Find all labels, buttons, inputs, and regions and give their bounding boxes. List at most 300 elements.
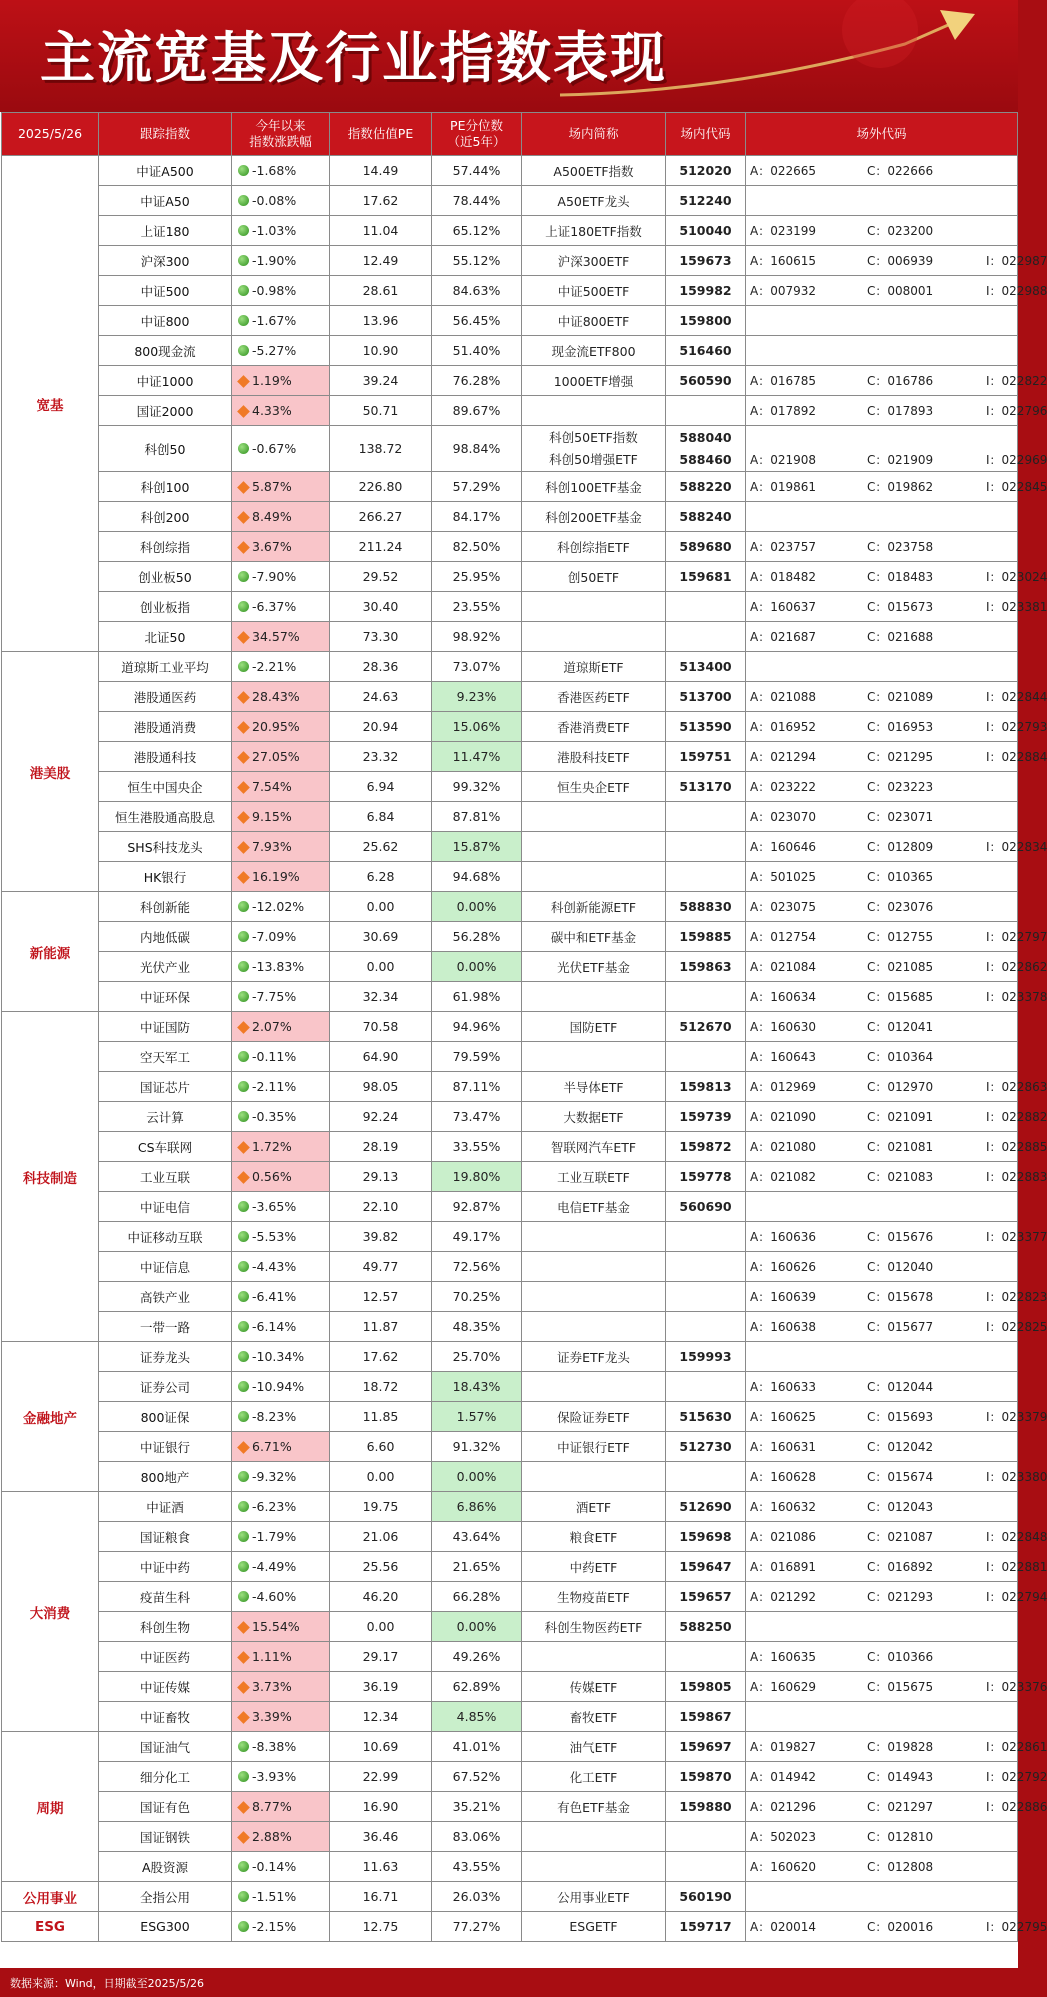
- otc-code-a: A：020014: [750, 1920, 817, 1934]
- up-diamond-icon: [237, 1141, 250, 1154]
- up-diamond-icon: [237, 1831, 250, 1844]
- ytd-return: -0.14%: [252, 1859, 297, 1874]
- group-label: 港美股: [2, 652, 99, 892]
- index-name: 科创50: [99, 426, 232, 472]
- otc-code-cell: [746, 502, 1018, 532]
- down-dot-icon: [238, 1081, 249, 1092]
- otc-code-c: C：018483: [867, 570, 934, 584]
- pe-percentile: 0.00%: [432, 1462, 522, 1492]
- table-body: [2, 156, 1047, 1942]
- otc-code-cell: [746, 1822, 1018, 1852]
- ytd-return: -0.08%: [252, 193, 297, 208]
- pe-percentile: 82.50%: [432, 532, 522, 562]
- pe-value: 14.49: [330, 156, 432, 186]
- etf-code: 159805: [666, 1672, 746, 1702]
- otc-code-cell: [746, 922, 1047, 952]
- pe-percentile: 76.28%: [432, 366, 522, 396]
- table-row: [2, 652, 1018, 682]
- etf-name: 光伏ETF基金: [522, 952, 666, 982]
- etf-code: 159867: [666, 1702, 746, 1732]
- down-dot-icon: [238, 961, 249, 972]
- otc-code-a: A：021292: [750, 1590, 817, 1604]
- etf-code: [666, 1042, 746, 1072]
- down-dot-icon: [238, 1261, 249, 1272]
- otc-code-c: C：021909: [867, 453, 934, 467]
- otc-code-cell: [746, 1642, 1018, 1672]
- index-name: SHS科技龙头: [99, 832, 232, 862]
- ytd-return-cell: [232, 892, 330, 922]
- table-row: [2, 1672, 1018, 1702]
- table-row: [2, 1042, 1018, 1072]
- group-label: 周期: [2, 1732, 99, 1882]
- ytd-return: 2.07%: [252, 1019, 292, 1034]
- otc-code-cell: [746, 1462, 1047, 1492]
- pe-percentile: 9.23%: [432, 682, 522, 712]
- etf-code: [666, 592, 746, 622]
- ytd-return-cell: [232, 832, 330, 862]
- etf-code: 159739: [666, 1102, 746, 1132]
- ytd-return-cell: [232, 1042, 330, 1072]
- pe-value: 23.32: [330, 742, 432, 772]
- etf-code-2: 588460: [679, 451, 732, 467]
- ytd-return-cell: [232, 216, 330, 246]
- ytd-return: 4.33%: [252, 403, 292, 418]
- pe-percentile: 72.56%: [432, 1252, 522, 1282]
- etf-name-2: 科创50增强ETF: [549, 451, 638, 467]
- etf-name: 道琼斯ETF: [522, 652, 666, 682]
- otc-code-c: C：012044: [867, 1380, 934, 1394]
- otc-code-cell: [746, 186, 1018, 216]
- otc-code-cell: [746, 982, 1047, 1012]
- otc-code-cell: [746, 1312, 1047, 1342]
- ytd-return-cell: [232, 652, 330, 682]
- pe-percentile: 62.89%: [432, 1672, 522, 1702]
- table-row: [2, 366, 1018, 396]
- ytd-return: -7.75%: [252, 989, 297, 1004]
- otc-code-a: A：014942: [750, 1770, 817, 1784]
- etf-name: [522, 396, 666, 426]
- table-row: [2, 1342, 1018, 1372]
- ytd-return-cell: [232, 742, 330, 772]
- down-dot-icon: [238, 165, 249, 176]
- ytd-return-cell: [232, 1732, 330, 1762]
- otc-code-c: C：006939: [867, 254, 934, 268]
- etf-name: 香港医药ETF: [522, 682, 666, 712]
- pe-percentile: 94.68%: [432, 862, 522, 892]
- table-row: [2, 1612, 1018, 1642]
- ytd-return-cell: [232, 532, 330, 562]
- ytd-return-cell: [232, 1342, 330, 1372]
- ytd-return: -7.09%: [252, 929, 297, 944]
- etf-name: 证券ETF龙头: [522, 1342, 666, 1372]
- table-row: [2, 1252, 1018, 1282]
- ytd-return-cell: [232, 502, 330, 532]
- ytd-return-cell: [232, 396, 330, 426]
- group-label: 金融地产: [2, 1342, 99, 1492]
- otc-code-cell: [746, 682, 1047, 712]
- index-name: 空天军工: [99, 1042, 232, 1072]
- pe-percentile: 84.17%: [432, 502, 522, 532]
- otc-code-cell: [746, 472, 1047, 502]
- etf-name: 半导体ETF: [522, 1072, 666, 1102]
- otc-code-i: I：022794: [986, 1590, 1047, 1604]
- ytd-return-cell: [232, 1312, 330, 1342]
- table-row: [2, 1822, 1018, 1852]
- otc-code-a: A：021080: [750, 1140, 817, 1154]
- etf-name: 粮食ETF: [522, 1522, 666, 1552]
- ytd-return: -4.60%: [252, 1589, 297, 1604]
- pe-value: 25.56: [330, 1552, 432, 1582]
- etf-code: [666, 622, 746, 652]
- otc-code-a: A：021088: [750, 690, 817, 704]
- pe-value: 39.82: [330, 1222, 432, 1252]
- otc-code-i: I：023378: [986, 990, 1047, 1004]
- pe-value: 39.24: [330, 366, 432, 396]
- ytd-return: 15.54%: [252, 1619, 300, 1634]
- pe-value: 138.72: [330, 426, 432, 472]
- down-dot-icon: [238, 1501, 249, 1512]
- etf-name: 现金流ETF800: [522, 336, 666, 366]
- index-name: 国证油气: [99, 1732, 232, 1762]
- otc-code-c: C：016953: [867, 720, 934, 734]
- pe-value: 29.52: [330, 562, 432, 592]
- index-name: 内地低碳: [99, 922, 232, 952]
- ytd-return-cell: [232, 862, 330, 892]
- table-row: [2, 562, 1018, 592]
- pe-percentile: 23.55%: [432, 592, 522, 622]
- otc-code-a: A：023075: [750, 900, 817, 914]
- down-dot-icon: [238, 1921, 249, 1932]
- otc-code-c: C：020016: [867, 1920, 934, 1934]
- etf-name: 创50ETF: [522, 562, 666, 592]
- ytd-return-cell: [232, 1552, 330, 1582]
- etf-code: 159863: [666, 952, 746, 982]
- ytd-return: -6.14%: [252, 1319, 297, 1334]
- otc-code-cell: [746, 622, 1018, 652]
- ytd-return-cell: [232, 592, 330, 622]
- otc-code-c: C：012043: [867, 1500, 934, 1514]
- otc-code-i: I：022796: [986, 404, 1047, 418]
- pe-percentile: 65.12%: [432, 216, 522, 246]
- ytd-return-cell: [232, 922, 330, 952]
- index-name: 北证50: [99, 622, 232, 652]
- table-row: [2, 1552, 1018, 1582]
- otc-code-cell: [746, 1492, 1018, 1522]
- etf-name: [522, 1282, 666, 1312]
- ytd-return: -13.83%: [252, 959, 305, 974]
- otc-code-i: I：023376: [986, 1680, 1047, 1694]
- header-pe-percentile: PE分位数 （近5年）: [432, 113, 522, 156]
- otc-code-cell: [746, 1192, 1018, 1222]
- ytd-return-cell: [232, 1372, 330, 1402]
- down-dot-icon: [238, 901, 249, 912]
- etf-name: 油气ETF: [522, 1732, 666, 1762]
- etf-name: [522, 1822, 666, 1852]
- ytd-return-cell: [232, 1132, 330, 1162]
- pe-percentile: 92.87%: [432, 1192, 522, 1222]
- table-row: [2, 892, 1018, 922]
- index-name: 中证银行: [99, 1432, 232, 1462]
- ytd-return: -2.15%: [252, 1919, 297, 1934]
- pe-value: 29.17: [330, 1642, 432, 1672]
- otc-code-i: I：022797: [986, 930, 1047, 944]
- up-diamond-icon: [237, 721, 250, 734]
- pe-value: 226.80: [330, 472, 432, 502]
- ytd-return: 5.87%: [252, 479, 292, 494]
- table-row: [2, 1312, 1018, 1342]
- ytd-return: -9.32%: [252, 1469, 297, 1484]
- otc-code-cell: [746, 1132, 1047, 1162]
- etf-code: 513170: [666, 772, 746, 802]
- otc-code-i: I：022845: [986, 480, 1047, 494]
- otc-code-cell: [746, 1072, 1047, 1102]
- pe-percentile: 21.65%: [432, 1552, 522, 1582]
- ytd-return: -0.35%: [252, 1109, 297, 1124]
- etf-name: 中药ETF: [522, 1552, 666, 1582]
- down-dot-icon: [238, 255, 249, 266]
- index-name: 中证酒: [99, 1492, 232, 1522]
- otc-code-c: C：015678: [867, 1290, 934, 1304]
- otc-code-c: C：021089: [867, 690, 934, 704]
- pe-value: 30.69: [330, 922, 432, 952]
- table-row: [2, 246, 1018, 276]
- otc-code-i: I：022882: [986, 1110, 1047, 1124]
- etf-code: 513400: [666, 652, 746, 682]
- up-diamond-icon: [237, 1711, 250, 1724]
- otc-code-cell: [746, 562, 1047, 592]
- up-diamond-icon: [237, 1171, 250, 1184]
- etf-name: 科创200ETF基金: [522, 502, 666, 532]
- table-row: [2, 1372, 1018, 1402]
- otc-code-c: C：021087: [867, 1530, 934, 1544]
- otc-code-i: I：022793: [986, 720, 1047, 734]
- otc-code-c: C：010366: [867, 1650, 934, 1664]
- pe-percentile: 19.80%: [432, 1162, 522, 1192]
- ytd-return-cell: [232, 1192, 330, 1222]
- otc-code-cell: [746, 532, 1018, 562]
- table-row: [2, 982, 1018, 1012]
- index-name: 800现金流: [99, 336, 232, 366]
- group-label: 公用事业: [2, 1882, 99, 1912]
- index-name: 中证1000: [99, 366, 232, 396]
- etf-code: 159885: [666, 922, 746, 952]
- ytd-return: -1.03%: [252, 223, 297, 238]
- etf-name: 智联网汽车ETF: [522, 1132, 666, 1162]
- otc-code-c: C：019862: [867, 480, 934, 494]
- ytd-return-cell: [232, 772, 330, 802]
- etf-code: 516460: [666, 336, 746, 366]
- down-dot-icon: [238, 601, 249, 612]
- pe-value: 28.61: [330, 276, 432, 306]
- index-name: 科创200: [99, 502, 232, 532]
- etf-name: 上证180ETF指数: [522, 216, 666, 246]
- otc-code-cell: [746, 1852, 1018, 1882]
- otc-code-c: C：012810: [867, 1830, 934, 1844]
- table-row: [2, 1852, 1018, 1882]
- otc-code-a: A：012754: [750, 930, 817, 944]
- otc-code-cell: [746, 1522, 1047, 1552]
- ytd-return: 8.49%: [252, 509, 292, 524]
- otc-code-i: I：022881: [986, 1560, 1047, 1574]
- etf-name-cell: [522, 426, 666, 472]
- etf-code: 510040: [666, 216, 746, 246]
- index-name: 中证畜牧: [99, 1702, 232, 1732]
- index-name: 一带一路: [99, 1312, 232, 1342]
- otc-code-a: A：160646: [750, 840, 817, 854]
- down-dot-icon: [238, 1351, 249, 1362]
- etf-code: 513590: [666, 712, 746, 742]
- otc-code-cell: [746, 336, 1018, 366]
- otc-code-a: A：021294: [750, 750, 817, 764]
- pe-percentile: 55.12%: [432, 246, 522, 276]
- header-otc-code: 场外代码: [746, 113, 1018, 156]
- etf-name: 1000ETF增强: [522, 366, 666, 396]
- pe-value: 70.58: [330, 1012, 432, 1042]
- pe-value: 28.19: [330, 1132, 432, 1162]
- index-name: 证券公司: [99, 1372, 232, 1402]
- ytd-return: 9.15%: [252, 809, 292, 824]
- otc-code-i: I：022861: [986, 1740, 1047, 1754]
- etf-code: 515630: [666, 1402, 746, 1432]
- pe-value: 25.62: [330, 832, 432, 862]
- index-name: 港股通科技: [99, 742, 232, 772]
- up-diamond-icon: [237, 1621, 250, 1634]
- index-name: 中证A500: [99, 156, 232, 186]
- pe-value: 46.20: [330, 1582, 432, 1612]
- ytd-return: -4.49%: [252, 1559, 297, 1574]
- otc-code-cell: [746, 712, 1047, 742]
- etf-code: 159698: [666, 1522, 746, 1552]
- ytd-return-cell: [232, 1912, 330, 1942]
- ytd-return-cell: [232, 982, 330, 1012]
- otc-code-a: A：021082: [750, 1170, 817, 1184]
- otc-code-i: I：022883: [986, 1170, 1047, 1184]
- ytd-return-cell: [232, 1462, 330, 1492]
- ytd-return-cell: [232, 952, 330, 982]
- ytd-return: -6.23%: [252, 1499, 297, 1514]
- etf-name: 科创综指ETF: [522, 532, 666, 562]
- up-diamond-icon: [237, 751, 250, 764]
- otc-code-c: C：015693: [867, 1410, 934, 1424]
- up-diamond-icon: [237, 1801, 250, 1814]
- ytd-return: -6.37%: [252, 599, 297, 614]
- etf-code: [666, 396, 746, 426]
- index-name: ESG300: [99, 1912, 232, 1942]
- etf-name: [522, 622, 666, 652]
- ytd-return-cell: [232, 1252, 330, 1282]
- etf-name: [522, 982, 666, 1012]
- pe-percentile: 6.86%: [432, 1492, 522, 1522]
- otc-code-cell: [746, 862, 1018, 892]
- table-row: [2, 682, 1018, 712]
- index-name: 科创新能: [99, 892, 232, 922]
- etf-code: [666, 1822, 746, 1852]
- pe-percentile: 33.55%: [432, 1132, 522, 1162]
- otc-code-c: C：021081: [867, 1140, 934, 1154]
- etf-code: 159647: [666, 1552, 746, 1582]
- otc-code-cell: [746, 276, 1047, 306]
- otc-code-i: I：022885: [986, 1140, 1047, 1154]
- otc-code-cell: [746, 1762, 1047, 1792]
- etf-name: 生物疫苗ETF: [522, 1582, 666, 1612]
- index-name: 光伏产业: [99, 952, 232, 982]
- otc-code-cell: [746, 396, 1047, 426]
- ytd-return-cell: [232, 1162, 330, 1192]
- etf-name: 科创生物医药ETF: [522, 1612, 666, 1642]
- index-name: 恒生中国央企: [99, 772, 232, 802]
- index-name: 恒生港股通高股息: [99, 802, 232, 832]
- pe-value: 17.62: [330, 186, 432, 216]
- down-dot-icon: [238, 1741, 249, 1752]
- ytd-return-cell: [232, 1822, 330, 1852]
- otc-code-cell: [746, 1912, 1047, 1942]
- etf-name: 中证银行ETF: [522, 1432, 666, 1462]
- ytd-return: -7.90%: [252, 569, 297, 584]
- etf-code: 512240: [666, 186, 746, 216]
- otc-code-i: I：022862: [986, 960, 1047, 974]
- index-name: 中证国防: [99, 1012, 232, 1042]
- ytd-return-cell: [232, 1522, 330, 1552]
- etf-name: 保险证券ETF: [522, 1402, 666, 1432]
- otc-code-c: C：010364: [867, 1050, 934, 1064]
- etf-code: 512690: [666, 1492, 746, 1522]
- index-name: 国证芯片: [99, 1072, 232, 1102]
- otc-code-a: A：160635: [750, 1650, 817, 1664]
- etf-name: [522, 1372, 666, 1402]
- ytd-return-cell: [232, 802, 330, 832]
- down-dot-icon: [238, 285, 249, 296]
- otc-code-c: C：015676: [867, 1230, 934, 1244]
- up-diamond-icon: [237, 871, 250, 884]
- down-dot-icon: [238, 1051, 249, 1062]
- otc-code-c: C：023200: [867, 224, 934, 238]
- table-row: [2, 802, 1018, 832]
- pe-percentile: 15.87%: [432, 832, 522, 862]
- up-diamond-icon: [237, 375, 250, 388]
- down-dot-icon: [238, 1861, 249, 1872]
- etf-name: [522, 1642, 666, 1672]
- down-dot-icon: [238, 345, 249, 356]
- pe-value: 32.34: [330, 982, 432, 1012]
- otc-code-a: A：160615: [750, 254, 817, 268]
- down-dot-icon: [238, 1591, 249, 1602]
- etf-name: 碳中和ETF基金: [522, 922, 666, 952]
- index-name: 中证信息: [99, 1252, 232, 1282]
- otc-code-i: I：022834: [986, 840, 1047, 854]
- otc-code-a: A：018482: [750, 570, 817, 584]
- pe-percentile: 87.81%: [432, 802, 522, 832]
- otc-code-c: C：021297: [867, 1800, 934, 1814]
- otc-code-a: A：021687: [750, 630, 817, 644]
- table-row: [2, 1192, 1018, 1222]
- otc-code-c: C：016892: [867, 1560, 934, 1574]
- otc-code-i: I：022825: [986, 1320, 1047, 1334]
- ytd-return-cell: [232, 1792, 330, 1822]
- pe-percentile: 1.57%: [432, 1402, 522, 1432]
- otc-code-i: I：022987: [986, 254, 1047, 268]
- ytd-return: 6.71%: [252, 1439, 292, 1454]
- table-row: [2, 472, 1018, 502]
- etf-code: 159657: [666, 1582, 746, 1612]
- index-name: 中证医药: [99, 1642, 232, 1672]
- etf-code: 159751: [666, 742, 746, 772]
- up-diamond-icon: [237, 511, 250, 524]
- pe-percentile: 43.64%: [432, 1522, 522, 1552]
- index-name: 疫苗生科: [99, 1582, 232, 1612]
- index-name: 中证A50: [99, 186, 232, 216]
- ytd-return-cell: [232, 426, 330, 472]
- ytd-return-cell: [232, 1642, 330, 1672]
